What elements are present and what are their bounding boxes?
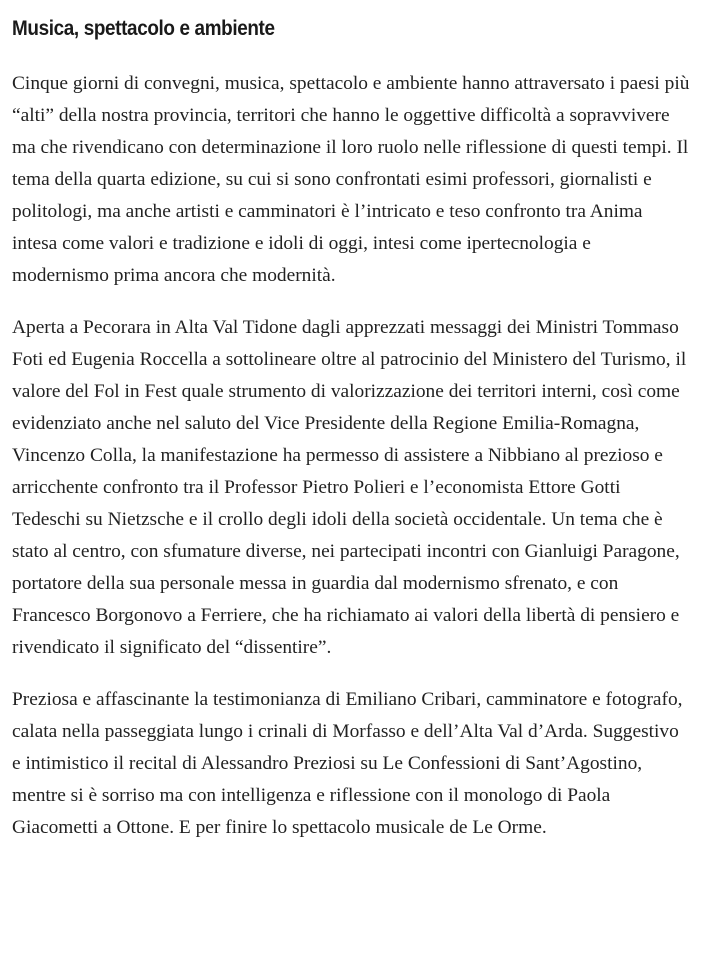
paragraph-opening-events: Aperta a Pecorara in Alta Val Tidone dagli apprezzati messaggi dei Ministri Tommaso Foti ed Eugenia Roccella a sottolineare oltre al patrocinio del Ministero del Turismo, il valore del Fol in Fest quale strumento di valorizzazione dei territori interni, così come evidenziato anche nel saluto del Vice Presidente della Regione Emilia-Romagna, Vincenzo Colla, la manifestazione ha permesso di assistere a Nibbiano al prezioso e arricchente confronto tra il Professor Pietro Polieri e l’economista Ettore Gotti Tedeschi su Nietzsche e il crollo degli idoli della società occidentale. Un tema che è stato al centro, con sfumature diverse, nei partecipati incontri con Gianluigi Paragone, portatore della sua personale messa in guardia dal modernismo sfrenato, e con Francesco Borgonovo a Ferriere, che ha richiamato ai valori della libertà di pensiero e rivendicato il significato del “dissentire”. bbox=[12, 317, 687, 658]
section-heading: Musica, spettacolo e ambiente bbox=[12, 17, 275, 40]
paragraph-intro: Cinque giorni di convegni, musica, spettacolo e ambiente hanno attraversato i paesi più “alti” della nostra provincia, territori che hanno le oggettive difficoltà a sopravvivere ma che rivendicano con determinazione il loro ruolo nelle riflessione di questi tempi. Il tema della quarta edizione, su cui si sono confrontati esimi professori, giornalisti e politologi, ma anche artisti e camminatori è l’intricato e teso confronto tra Anima intesa come valori e tradizione e idoli di oggi, intesi come ipertecnologia e modernismo prima ancora che modernità. bbox=[12, 73, 690, 286]
paragraph-performances: Preziosa e affascinante la testimonianza di Emiliano Cribari, camminatore e fotografo, calata nella passeggiata lungo i crinali di Morfasso e dell’Alta Val d’Arda. Suggestivo e intimistico il recital di Alessandro Preziosi su Le Confessioni di Sant’Agostino, mentre si è sorriso ma con intelligenza e riflessione con il monologo di Paola Giacometti a Ottone. E per finire lo spettacolo musicale de Le Orme. bbox=[12, 689, 683, 838]
article-body bbox=[12, 0, 692, 844]
